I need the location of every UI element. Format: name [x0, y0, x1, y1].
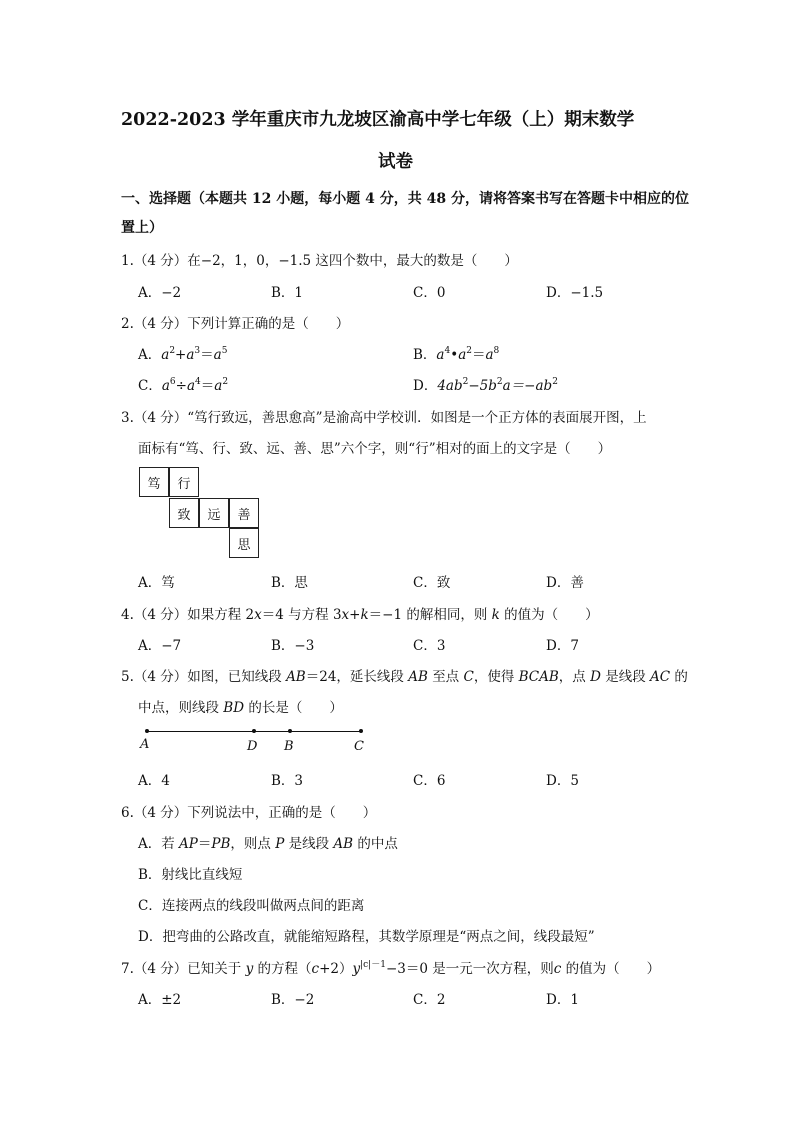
question-3-line2: 面标有“笃、行、致、远、善、思”六个字，则“行”相对的面上的文字是（ ）: [138, 441, 612, 457]
q1-option-a: A．−2: [138, 285, 182, 301]
q7-option-d: D．1: [546, 992, 579, 1008]
q3-option-d: D．善: [546, 575, 584, 591]
q7-option-a: A．±2: [138, 992, 182, 1008]
net-cell-xing: 行: [169, 467, 199, 497]
q4-option-a: A．−7: [138, 638, 182, 654]
q1-option-c: C．0: [413, 285, 446, 301]
q2-option-d: D．$4ab^2-5b^2a=-ab^2$: [413, 377, 558, 394]
q1-option-b: B．1: [271, 285, 304, 301]
point-b-dot: [288, 729, 292, 733]
point-d-label: D: [247, 739, 258, 754]
point-c-label: C: [354, 739, 364, 754]
q4-option-c: C．3: [413, 638, 446, 654]
section-header-line1: 一、选择题（本题共 12 小题，每小题 4 分，共 48 分，请将答案书写在答题卡中相应的位: [121, 191, 689, 207]
q6-option-a: A．若 AP＝PB，则点 P 是线段 AB 的中点: [138, 836, 398, 852]
q2-option-c: C．$a^6\div a^4=a^2$: [138, 377, 229, 394]
point-a-dot: [145, 729, 149, 733]
q6-option-b: B．射线比直线短: [138, 867, 243, 883]
point-a-label: A: [140, 737, 150, 752]
q6-option-d: D．把弯曲的公路改直，就能缩短路程，其数学原理是“两点之间，线段最短”: [138, 929, 595, 945]
section-header-line2: 置上）: [121, 220, 163, 236]
point-b-label: B: [284, 739, 294, 754]
q2-option-a: A．$a^2+a^3=a^5$: [138, 346, 228, 363]
q2-option-b: B．$a^4•a^2=a^8$: [413, 346, 500, 363]
q4-option-d: D．7: [546, 638, 579, 654]
q5-option-a: A．4: [138, 773, 170, 789]
q4-option-b: B．−3: [271, 638, 315, 654]
q3-option-c: C．致: [413, 575, 451, 591]
question-5-line2: 中点，则线段 BD 的长是（ ）: [138, 700, 343, 716]
question-3-line1: 3.（4 分）“笃行致远，善思愈高”是渝高中学校训．如图是一个正方体的表面展开图，上: [121, 410, 647, 426]
q7-option-c: C．2: [413, 992, 446, 1008]
question-5-line1: 5.（4 分）如图，已知线段 AB＝24，延长线段 AB 至点 C，使得 BCAB，点 D 是线段 AC 的: [121, 669, 688, 685]
exam-title-line2: 试卷: [378, 152, 413, 172]
q1-option-d: D．−1.5: [546, 285, 604, 301]
exam-title-line1: 2022-2023 学年重庆市九龙坡区渝高中学七年级（上）期末数学: [121, 110, 635, 130]
question-4: 4.（4 分）如果方程 2x＝4 与方程 3x+k＝−1 的解相同，则 k 的值为（ ）: [121, 607, 599, 623]
q6-option-c: C．连接两点的线段叫做两点间的距离: [138, 898, 365, 914]
question-7: 7.（4 分）已知关于 y 的方程$(c+2)y^{|c|-1}-3=0$ 是一元一次方程，则c 的值为（ ）: [121, 960, 661, 977]
q7-option-b: B．−2: [271, 992, 315, 1008]
net-cell-shan: 善: [229, 498, 259, 528]
point-d-dot: [252, 729, 256, 733]
net-cell-yuan: 远: [199, 498, 229, 528]
q5-option-b: B．3: [271, 773, 304, 789]
question-1: 1.（4 分）在−2，1，0，−1.5 这四个数中，最大的数是（ ）: [121, 253, 518, 269]
q3-option-b: B．思: [271, 575, 308, 591]
question-2: 2.（4 分）下列计算正确的是（ ）: [121, 316, 350, 332]
net-cell-si: 思: [229, 528, 259, 558]
q5-option-d: D．5: [546, 773, 579, 789]
net-cell-du: 笃: [139, 467, 169, 497]
q3-option-a: A．笃: [138, 575, 175, 591]
question-6: 6.（4 分）下列说法中，正确的是（ ）: [121, 805, 377, 821]
net-cell-zhi: 致: [169, 498, 199, 528]
point-c-dot: [359, 729, 363, 733]
q5-option-c: C．6: [413, 773, 446, 789]
